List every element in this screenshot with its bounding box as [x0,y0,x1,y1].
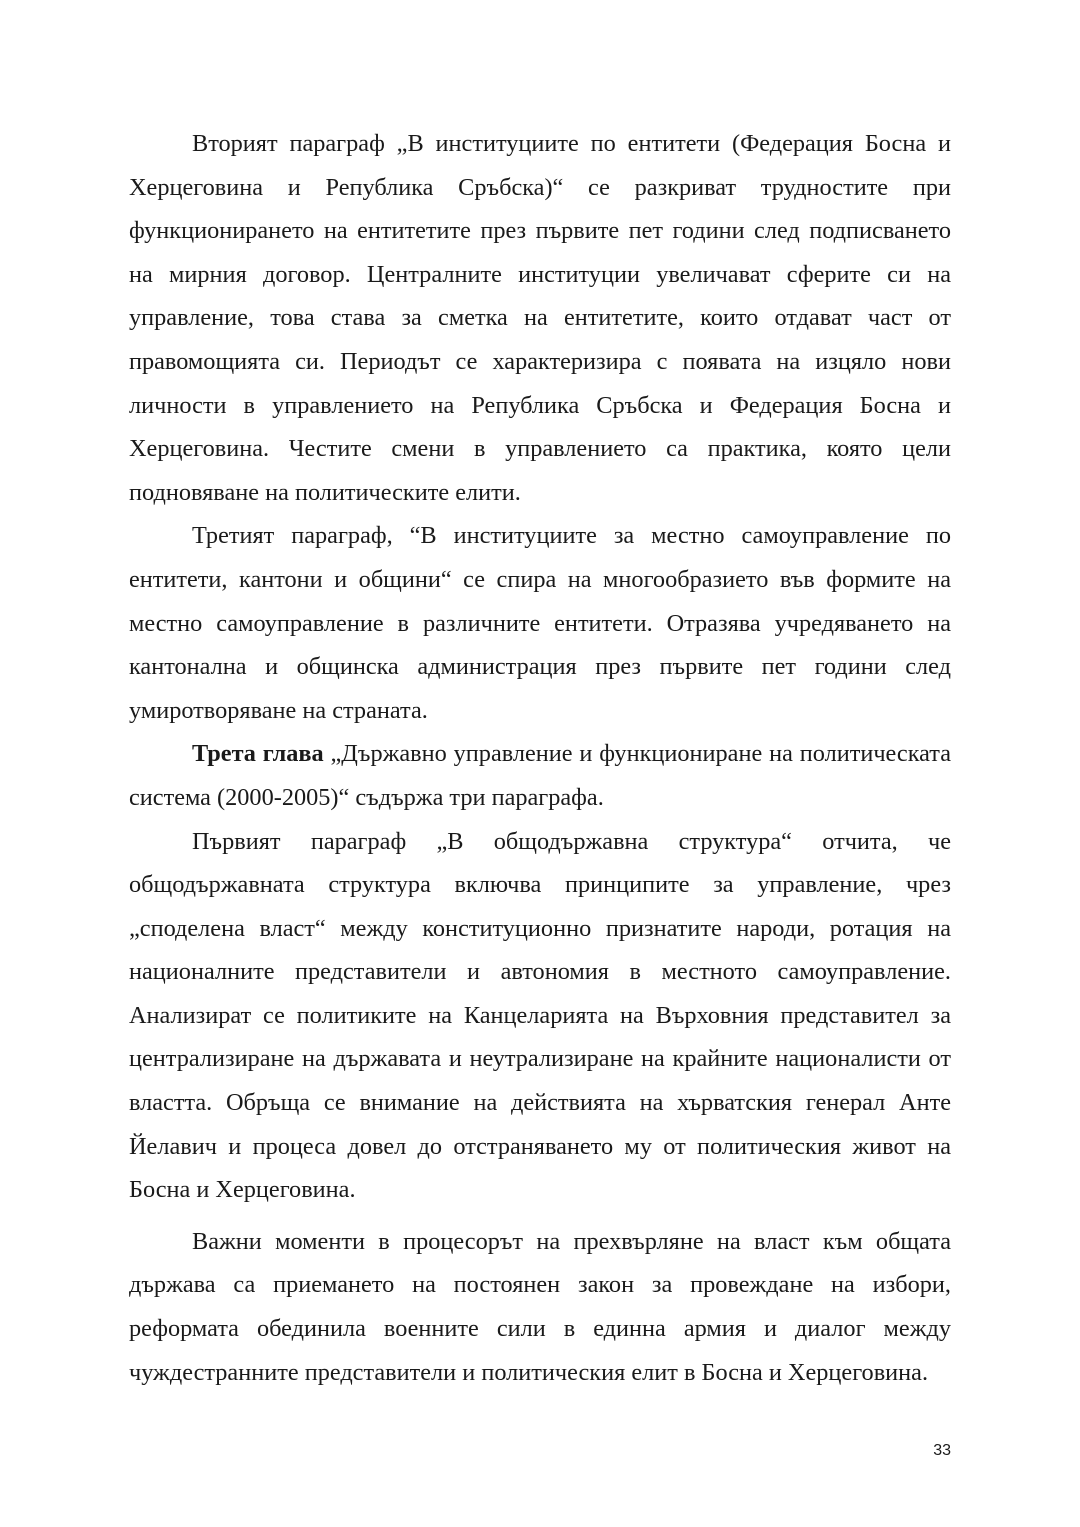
paragraph-chapter-three [129,732,951,819]
body-text [129,122,951,1394]
page-number: 33 [933,1442,951,1459]
paragraph-text: „Държавно управление и функциониране на политическата система (2000-2005)“ съдържа три параграфа. [129,740,951,811]
paragraph-state-structure [129,820,951,1212]
paragraph-transfer-of-power [129,1220,951,1394]
paragraph-text: Вторият параграф „В институциите по ентитети (Федерация Босна и Херцеговина и Република Сръбска)“ се разкриват трудностите при функционирането на ентитетите през първите пет години след подписването на мирния договор. Централните институции увеличават сферите си на управление, това става за сметка на ентитетите, които отдават част от правомощията си. Периодът се характеризира с появата на изцяло нови личности в управлението на Република Сръбска и Федерация Босна и Херцеговина. Честите смени в управлението са практика, която цели подновяване на политическите елити. [129,130,951,506]
paragraph-text: Първият параграф „В общодържавна структура“ отчита, че общодържавната структура включва принципите за управление, чрез „споделена власт“ между конституционно признатите народи, ротация на националните представители и автономия в местното самоуправление. Анализират се политиките на Канцеларията на Върховния представител за централизиране на държавата и неутрализиране на крайните националисти от властта. Обръща се внимание на действията на хърватския генерал Анте Йелавич и процеса довел до отстраняването му от политическия живот на Босна и Херцеговина. [129,827,951,1204]
chapter-heading-lead: Трета глава [192,740,324,768]
paragraph-entities [129,122,951,514]
paragraph-local-government [129,514,951,732]
paragraph-text: Третият параграф, “В институциите за местно самоуправление по ентитети, кантони и общини“ се спира на многообразието във формите на местно самоуправление в различните ентитети. Отразява учредяването на кантонална и общинска администрация през първите пет години след умиротворяване на страната. [129,522,951,724]
paragraph-text: Важни моменти в процесорът на прехвърляне на власт към общата държава са приемането на постоянен закон за провеждане на избори, реформата обединила военните сили в единна армия и диалог между чуждестранните представители и политическия елит в Босна и Херцеговина. [129,1227,951,1386]
